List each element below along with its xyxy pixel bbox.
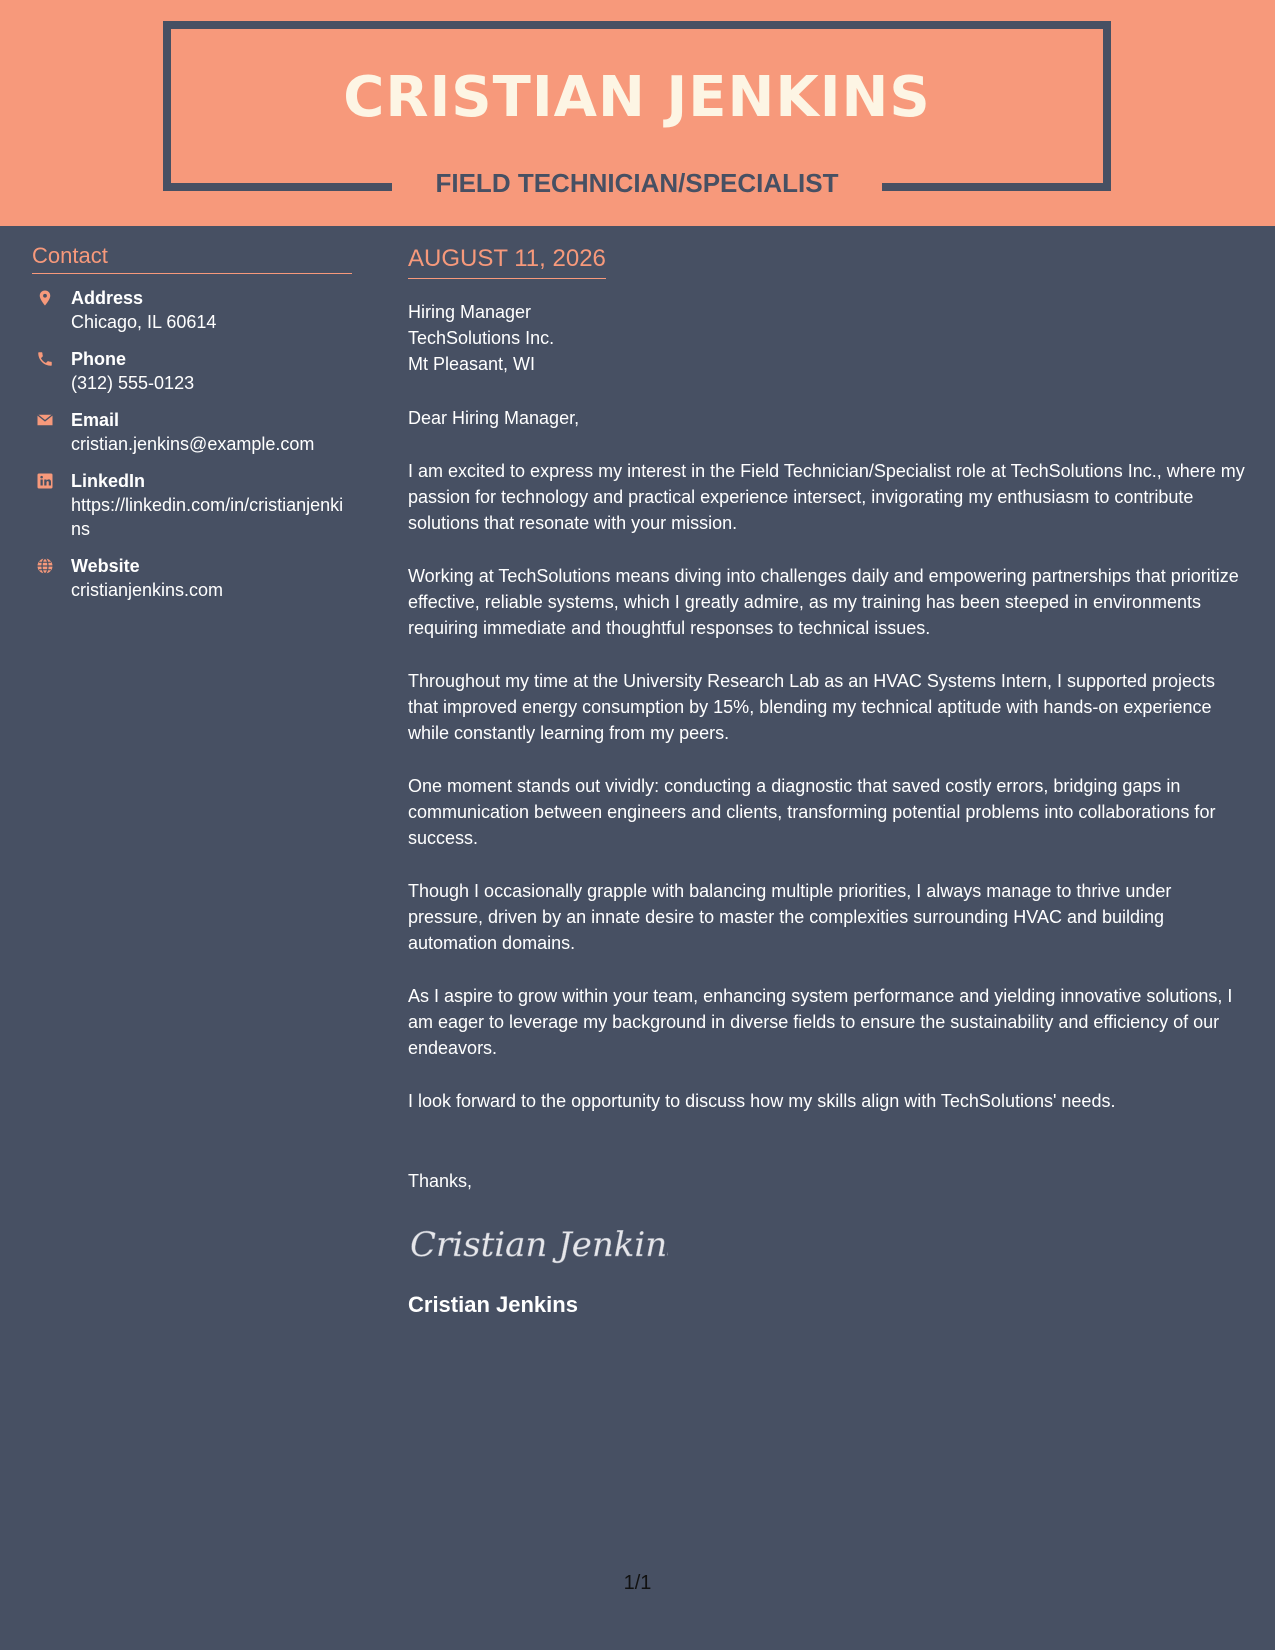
linkedin-icon: [36, 472, 54, 490]
contact-value: Chicago, IL 60614: [71, 312, 217, 332]
closing: Thanks,: [408, 1171, 473, 1191]
handwritten-signature: [408, 1218, 668, 1274]
job-title: FIELD TECHNICIAN/SPECIALIST: [435, 168, 839, 198]
letter-paragraph: Though I occasionally grapple with balancing multiple priorities, I always manage to thrive under pressure, driven by an innate desire to master the complexities surrounding HVAC and building automation domains.: [408, 881, 1172, 953]
signed-name: Cristian Jenkins: [408, 1292, 578, 1317]
recipient-line: Mt Pleasant, WI: [408, 354, 536, 374]
recipient-line: TechSolutions Inc.: [408, 328, 555, 348]
contact-item-address: [32, 286, 352, 334]
contact-value[interactable]: cristian.jenkins@example.com: [71, 434, 315, 454]
letter-paragraph: Working at TechSolutions means diving into challenges daily and empowering partnerships that prioritize effective, reliable systems, which I greatly admire, as my training has been steeped in environments requiring immediate and thoughtful responses to technical issues.: [408, 566, 1239, 638]
letter-paragraph: I am excited to express my interest in the Field Technician/Specialist role at TechSolutions Inc., where my passion for technology and practical experience intersect, invigorating my enthusiasm to contribute solutions that resonate with your mission.: [408, 461, 1245, 533]
map-pin-icon: [36, 289, 54, 307]
page-number: 1/1: [623, 1572, 652, 1594]
letter-body: [408, 244, 1248, 1319]
envelope-icon: [36, 411, 54, 429]
signature-text: Cristian Jenkins: [410, 1225, 668, 1265]
salutation: Dear Hiring Manager,: [408, 408, 580, 428]
contact-label: Phone: [71, 349, 127, 369]
globe-icon: [36, 557, 54, 575]
contact-value[interactable]: cristianjenkins.com: [71, 580, 224, 600]
letter-date: AUGUST 11, 2026: [408, 244, 606, 279]
recipient-line: Hiring Manager: [408, 302, 532, 322]
letter-paragraph: One moment stands out vividly: conducting a diagnostic that saved costly errors, bridging gaps in communication between engineers and clients, transforming potential problems into collaborations for success.: [408, 776, 1216, 848]
contact-item-website: [32, 554, 352, 602]
contact-item-email: [32, 408, 352, 456]
contact-value[interactable]: https://linkedin.com/in/cristianjenkins: [71, 495, 344, 539]
phone-icon: [36, 350, 54, 368]
recipient-block: [408, 299, 1248, 377]
contact-label: Email: [71, 410, 120, 430]
contact-sidebar: [32, 242, 352, 615]
contact-heading: Contact: [32, 242, 352, 274]
contact-label: LinkedIn: [71, 471, 146, 491]
candidate-name: CRISTIAN JENKINS: [343, 65, 931, 130]
contact-item-linkedin: [32, 469, 352, 541]
contact-label: Address: [71, 288, 144, 308]
letter-paragraph: Throughout my time at the University Research Lab as an HVAC Systems Intern, I supported projects that improved energy consumption by 15%, blending my technical aptitude with hands-on experience while constantly learning from my peers.: [408, 671, 1216, 743]
contact-value: (312) 555-0123: [71, 373, 195, 393]
letter-paragraph: As I aspire to grow within your team, enhancing system performance and yielding innovative solutions, I am eager to leverage my background in diverse fields to ensure the sustainability and efficiency of our endeavors.: [408, 986, 1233, 1058]
header-banner: [0, 0, 1275, 226]
contact-label: Website: [71, 556, 140, 576]
letter-paragraph: I look forward to the opportunity to discuss how my skills align with TechSolutions' needs.: [408, 1091, 1116, 1111]
contact-item-phone: [32, 347, 352, 395]
